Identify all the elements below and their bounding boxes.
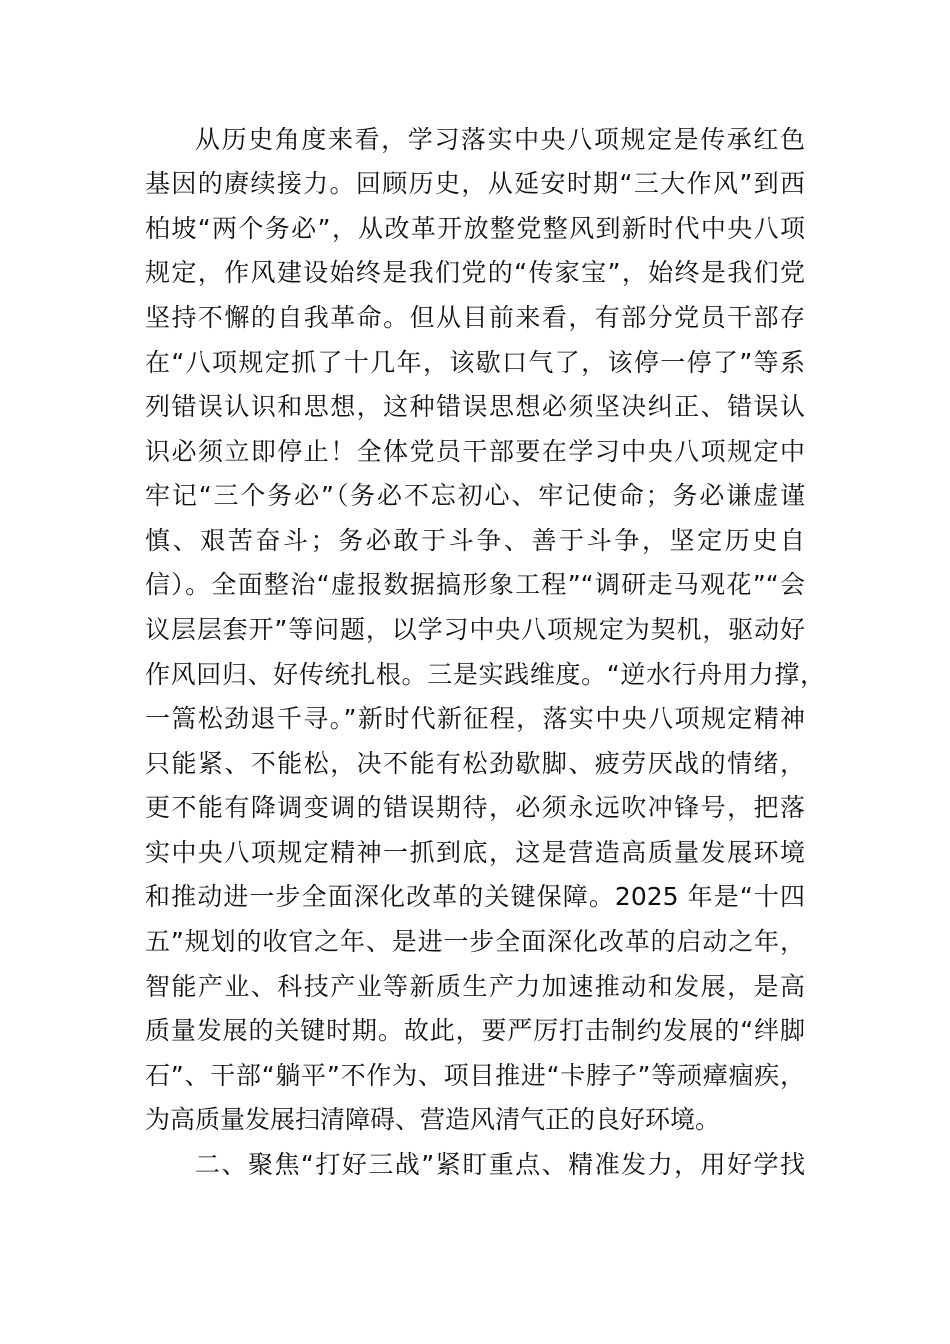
paragraph-line: 和推动进一步全面深化改革的关键保障。2025 年是“十四 xyxy=(145,882,805,912)
paragraph-line: 质量发展的关键时期。故此，要严厉打击制约发展的“绊脚 xyxy=(145,1016,805,1046)
paragraph-line: 智能产业、科技产业等新质生产力加速推动和发展，是高 xyxy=(145,971,805,1001)
paragraph-line: 一篙松劲退千寻。”新时代新征程，落实中央八项规定精神 xyxy=(145,704,805,734)
paragraph-line: 规定，作风建设始终是我们党的“传家宝”，始终是我们党 xyxy=(145,258,805,288)
paragraph-line: 石”、干部“躺平”不作为、项目推进“卡脖子”等顽瘴痼疾， xyxy=(145,1060,805,1090)
paragraph-line: 牢记“三个务必”（务必不忘初心、牢记使命；务必谦虚谨 xyxy=(145,481,805,511)
paragraph-line: 从历史角度来看，学习落实中央八项规定是传承红色 xyxy=(195,124,805,154)
paragraph-line: 作风回归、好传统扎根。三是实践维度。“逆水行舟用力撑， xyxy=(145,659,825,689)
section-heading-line: 二、聚焦“打好三战”紧盯重点、精准发力，用好学找 xyxy=(195,1149,805,1179)
paragraph-line: 柏坡“两个务必”，从改革开放整党整风到新时代中央八项 xyxy=(145,213,805,243)
paragraph-line: 五”规划的收官之年、是进一步全面深化改革的启动之年， xyxy=(145,926,805,956)
paragraph-line: 更不能有降调变调的错误期待，必须永远吹冲锋号，把落 xyxy=(145,793,805,823)
paragraph-line: 议层层套开”等问题，以学习中央八项规定为契机，驱动好 xyxy=(145,614,805,644)
paragraph-line: 列错误认识和思想，这种错误思想必须坚决纠正、错误认 xyxy=(145,392,805,422)
paragraph-line: 在“八项规定抓了十几年，该歇口气了，该停一停了”等系 xyxy=(145,347,805,377)
paragraph-line: 只能紧、不能松，决不能有松劲歇脚、疲劳厌战的情绪， xyxy=(145,748,805,778)
paragraph-line: 坚持不懈的自我革命。但从目前来看，有部分党员干部存 xyxy=(145,302,805,332)
paragraph-line: 基因的赓续接力。回顾历史，从延安时期“三大作风”到西 xyxy=(145,169,805,199)
paragraph-line: 信）。全面整治“虚报数据搞形象工程”“调研走马观花”“会 xyxy=(145,570,805,600)
paragraph-line: 识必须立即停止！全体党员干部要在学习中央八项规定中 xyxy=(145,436,805,466)
paragraph-line: 慎、艰苦奋斗；务必敢于斗争、善于斗争，坚定历史自 xyxy=(145,525,805,555)
paragraph-line: 实中央八项规定精神一抓到底，这是营造高质量发展环境 xyxy=(145,837,805,867)
paragraph-line: 为高质量发展扫清障碍、营造风清气正的良好环境。 xyxy=(145,1105,721,1135)
